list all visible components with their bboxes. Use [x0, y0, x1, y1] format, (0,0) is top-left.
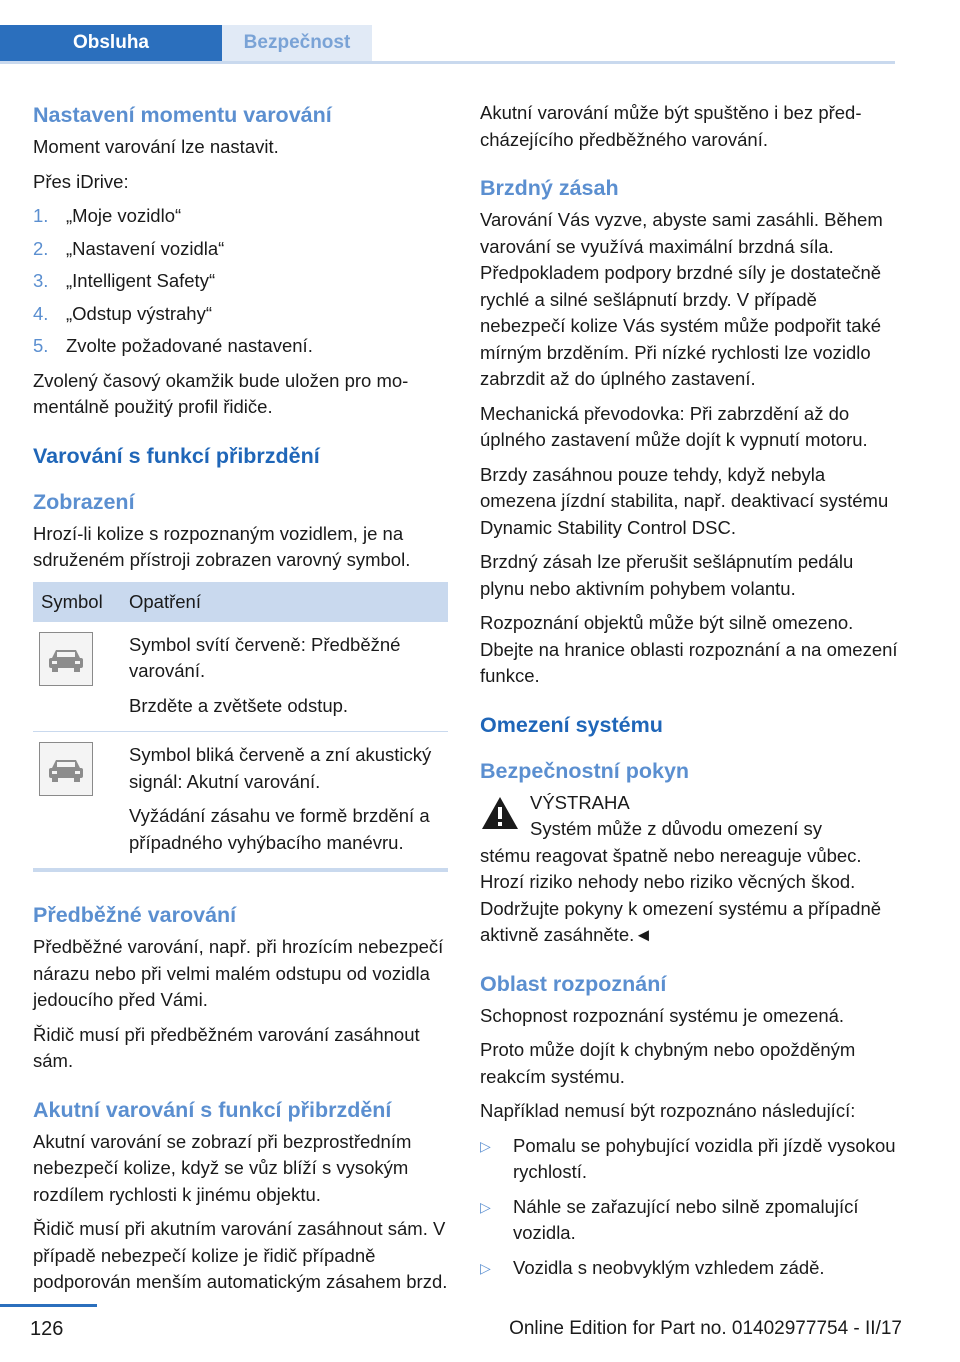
- symbol-table: [33, 582, 448, 873]
- list-item-text: Vozidla s neobvyklým vzhledem zádě.: [513, 1256, 825, 1278]
- step-number: 5.: [33, 335, 49, 356]
- table-row: [33, 622, 448, 732]
- table-row: [33, 732, 448, 871]
- left-column: [33, 100, 448, 1304]
- paragraph: Varování Vás vyzve, abyste sami zasáhli. Během varování se využívá maximální brzdná síla. Předpokladem podpory brzdné síly je dostatečně rychlé a silné sešlápnutí brzdy. V případě nebezpečí kolize Vás systém může podpořit také mírným brzděním. Při nízké rychlosti lze vozidlo zabrzdit až do úplného zastavení.: [480, 209, 883, 389]
- warning-text: Systém může z důvodu omezení sy: [530, 818, 823, 839]
- step-text: „Moje vozidlo“: [66, 205, 182, 226]
- paragraph: Mechanická převodovka: Při zabrzdění až do úplného zastavení může dojít k vypnutí motoru.: [480, 402, 868, 450]
- car-front-icon: [39, 632, 93, 686]
- paragraph: Akutní varování může být spuštěno i bez předcházejícího předběžného varování.: [480, 102, 862, 150]
- heading-akutni-varovani: Akutní varování s funkcí přibrzdění: [33, 1097, 392, 1122]
- table-header-opatreni: Opatření: [121, 582, 448, 622]
- tab-obsluha[interactable]: Obsluha: [0, 25, 222, 61]
- heading-varovani-s-funkci: Varování s funkcí přibrzdění: [33, 443, 320, 468]
- table-cell-text: Symbol svítí červeně: Předběžné varování.: [129, 633, 401, 681]
- step-text: „Intelligent Safety“: [66, 270, 216, 291]
- limitations-list: [480, 1133, 898, 1282]
- heading-predbezne-varovani: Předběžné varování: [33, 903, 237, 927]
- heading-oblast-rozpoznani: Oblast rozpoznání: [480, 971, 667, 996]
- heading-zobrazeni: Zobrazení: [33, 489, 135, 514]
- paragraph: Schopnost rozpoznání systému je omezená.: [480, 1004, 845, 1026]
- paragraph: Moment varování lze nastavit.: [33, 136, 279, 157]
- right-column: [480, 100, 898, 1289]
- paragraph: Hrozí-li kolize s rozpoznaným vozidlem, je na sdruženém přístroji zobrazen varovný symbol.: [33, 522, 411, 570]
- warning-text-continued: stému reagovat špatně nebo nereaguje vůbec. Hrozí riziko nehody nebo riziko věcných škod. Dodržujte pokyny k omezení systému a případně aktivně zasáhněte.◄: [480, 844, 882, 945]
- step-number: 3.: [33, 270, 49, 291]
- heading-omezeni-systemu: Omezení systému: [480, 712, 663, 737]
- triangle-bullet-icon: ▷: [480, 1198, 491, 1215]
- paragraph: Brzdný zásah lze přerušit sešlápnutím pedálu plynu nebo aktivním pohybem volantu.: [480, 551, 854, 599]
- paragraph: Řidič musí při akutním varování zasáhnout sám. V případě nebezpečí kolize je řidič případně podporován menším automatickým zásahem brzd.: [33, 1218, 448, 1292]
- step-text: „Odstup výstrahy“: [66, 302, 212, 324]
- list-item: [33, 203, 448, 230]
- car-front-icon: [39, 742, 93, 796]
- table-cell-text: Symbol bliká červeně a zní akustický signál: Akutní varování.: [129, 744, 432, 792]
- step-number: 4.: [33, 302, 49, 324]
- step-text: Zvolte požadované nastavení.: [66, 335, 313, 356]
- paragraph: Rozpoznání objektů může být silně omezeno. Dbejte na hranice oblasti rozpoznání a na omezení funkce.: [480, 612, 898, 686]
- paragraph: Přes iDrive:: [33, 170, 129, 192]
- table-cell-text: Brzděte a zvětšete odstup.: [129, 694, 349, 716]
- list-item-text: Pomalu se pohybující vozidla při jízdě vysokou rychlostí.: [513, 1134, 896, 1182]
- list-item: [33, 268, 448, 295]
- paragraph: Například nemusí být rozpoznáno následující:: [480, 1100, 856, 1121]
- heading-nastaveni-momentu: Nastavení momentu varování: [33, 103, 332, 127]
- footer-line: [0, 1304, 97, 1307]
- page-number: 126: [30, 1318, 64, 1340]
- paragraph: Akutní varování se zobrazí při bezprostředním nebezpečí kolize, když se vůz blíží s vysokým rozdílem rychlosti k jinému objektu.: [33, 1130, 412, 1205]
- step-number: 2.: [33, 237, 49, 259]
- triangle-bullet-icon: ▷: [480, 1259, 491, 1276]
- triangle-bullet-icon: ▷: [480, 1137, 491, 1154]
- edition-text: Online Edition for Part no. 01402977754 - II/17: [509, 1318, 902, 1339]
- steps-list: [33, 203, 448, 360]
- step-text: „Nastavení vozidla“: [66, 237, 225, 259]
- paragraph: Brzdy zasáhnou pouze tehdy, když nebyla omezena jízdní stabilita, např. deaktivací systému Dynamic Stability Control DSC.: [480, 463, 889, 538]
- list-item: [33, 333, 448, 360]
- table-header-symbol: Symbol: [33, 582, 121, 622]
- warning-triangle-icon: [480, 794, 520, 837]
- list-item: [480, 1133, 898, 1186]
- table-cell-text: Vyžádání zásahu ve formě brzdění a případného vyhýbacího manévru.: [129, 805, 430, 853]
- paragraph: Předběžné varování, např. při hrozícím nebezpečí nárazu nebo při velmi malém odstupu od vozidla jedoucího před Vámi.: [33, 936, 444, 1010]
- paragraph: Zvolený časový okamžik bude uložen pro momentálně použitý profil řidiče.: [33, 369, 409, 417]
- list-item: [480, 1194, 898, 1247]
- step-number: 1.: [33, 205, 49, 226]
- paragraph: Řidič musí při předběžném varování zasáhnout sám.: [33, 1023, 420, 1071]
- paragraph: Proto může dojít k chybným nebo opožděným reakcím systému.: [480, 1039, 856, 1087]
- list-item: [480, 1255, 898, 1282]
- heading-bezpecnostni-pokyn: Bezpečnostní pokyn: [480, 758, 690, 783]
- tab-bezpecnost[interactable]: Bezpečnost: [222, 25, 372, 61]
- heading-brzdny-zasah: Brzdný zásah: [480, 176, 619, 200]
- warning-title: VÝSTRAHA: [530, 791, 630, 813]
- warning-block: [480, 790, 898, 843]
- list-item: [33, 236, 448, 263]
- section-tabs: [0, 25, 895, 64]
- list-item: [33, 301, 448, 328]
- list-item-text: Náhle se zařazující nebo silně zpomalující vozidla.: [513, 1195, 859, 1243]
